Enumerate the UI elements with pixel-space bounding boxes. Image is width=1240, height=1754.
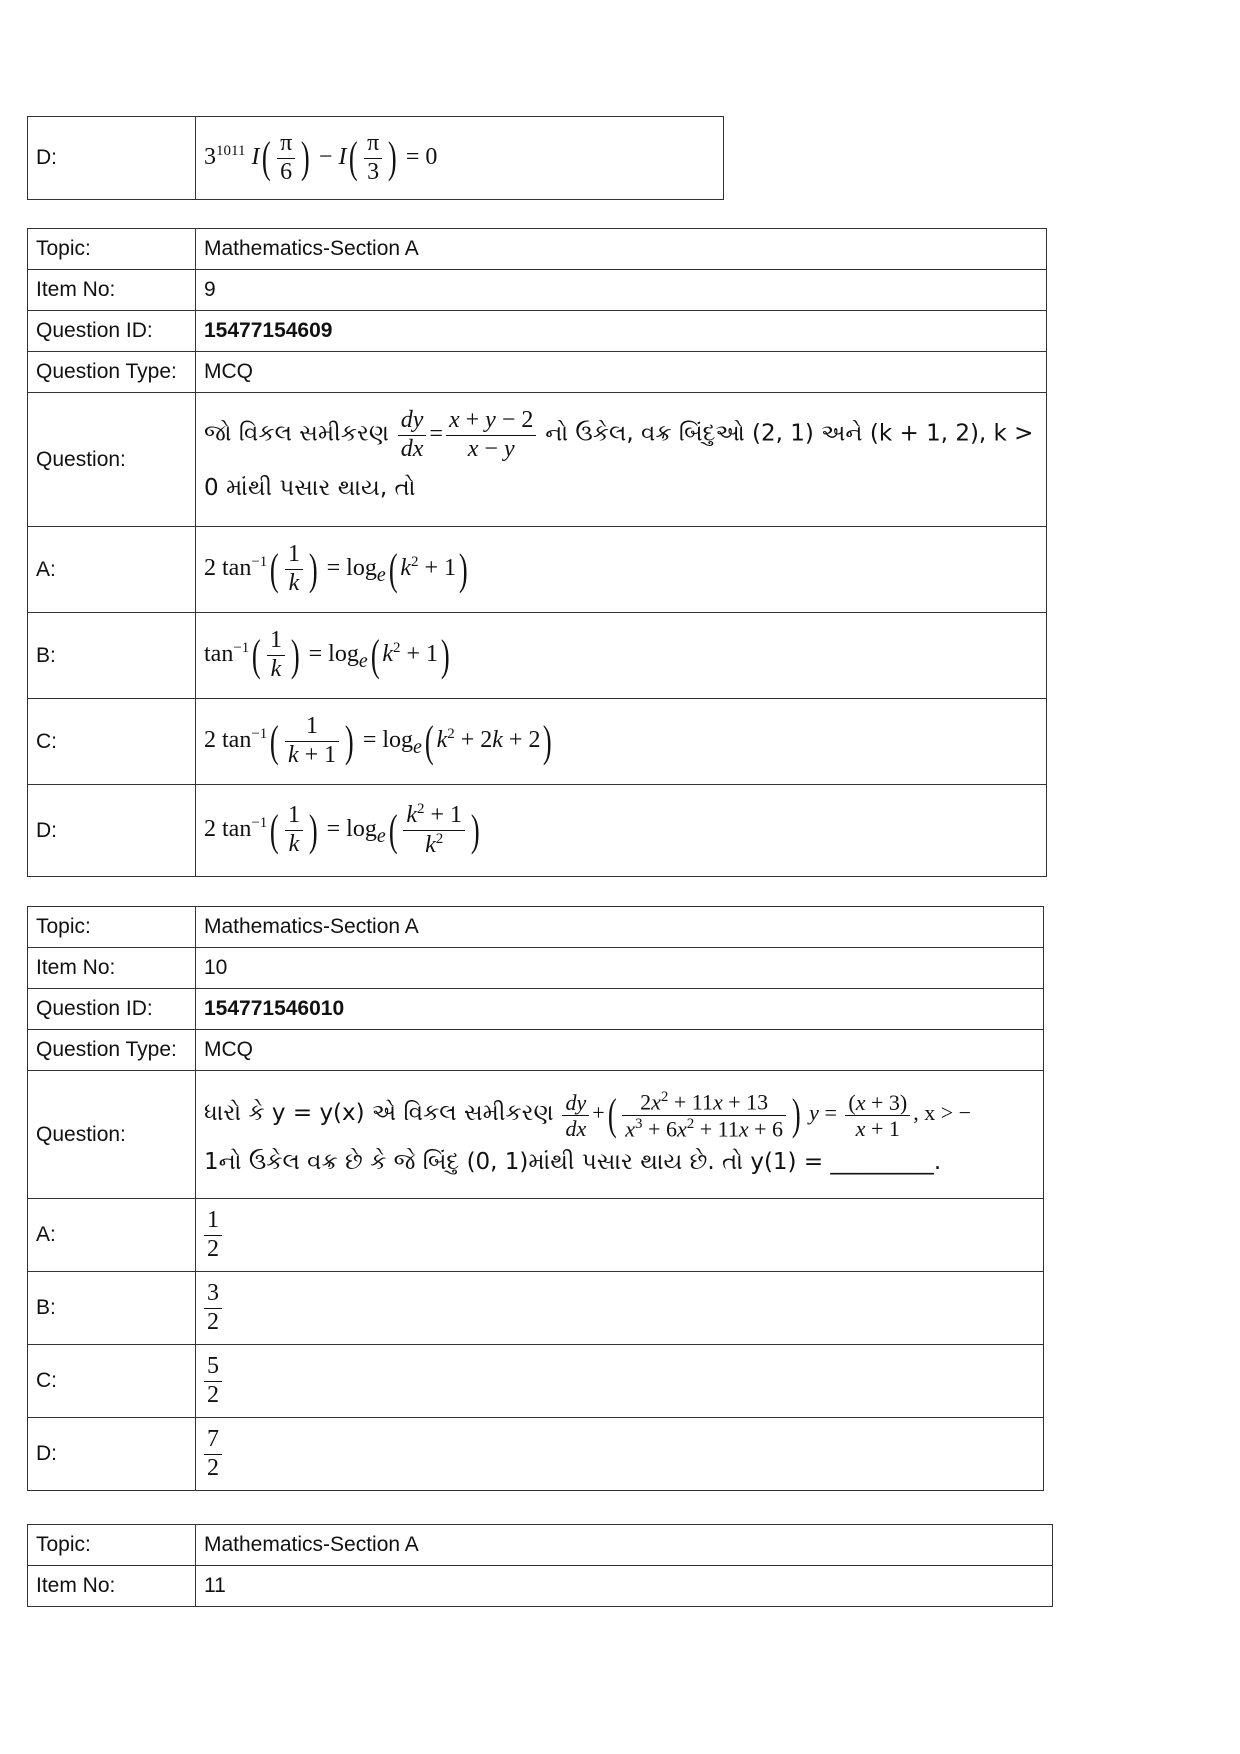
item-no-label: Item No:	[28, 270, 196, 311]
option-c-math: 2 $\tan^{-1}$( $\frac{1}{k + 1}$ ) = $\log_e$( $k^2 + 2k + 2$)	[196, 699, 1047, 785]
option-b-label: B:	[28, 613, 196, 699]
item-no-value: 9	[196, 270, 1047, 311]
option-b-label: B:	[28, 1272, 196, 1345]
option-a-label: A:	[28, 527, 196, 613]
option-denominator: 2	[207, 1308, 219, 1335]
option-b-math: $\tan^{-1}$( $\frac{1}{k}$ ) = $\log_e$( $k^2 + 1$)	[196, 613, 1047, 699]
question-line-2: 1નો ઉકેલ વક્ર છે કે જે બિંદુ (0, 1)માંથી પસાર થાય છે. તો y(1) = _________.	[204, 1148, 942, 1175]
question-id-value: 15477154609	[196, 311, 1047, 352]
option-a-value	[196, 1199, 1044, 1272]
question-type-label: Question Type:	[28, 352, 196, 393]
question-line-1	[204, 1087, 1035, 1141]
question-line-1	[204, 407, 1038, 463]
topic-label: Topic:	[28, 907, 196, 948]
question-type-value: MCQ	[196, 1030, 1044, 1071]
question-body	[196, 1071, 1044, 1199]
question-10-table	[27, 906, 1044, 1491]
item-no-label: Item No:	[28, 1566, 196, 1607]
question-text: , x > −	[913, 1100, 972, 1126]
option-d-value	[196, 1418, 1044, 1491]
option-denominator: 2	[207, 1235, 219, 1262]
option-a-math: 2 $\tan^{-1}$( $\frac{1}{k}$ ) = $\log_e$( $k^2 + 1$)	[196, 527, 1047, 613]
topic-label: Topic:	[28, 229, 196, 270]
option-d-math: 2 $\tan^{-1}$( $\frac{1}{k}$ ) = $\log_e$( $\frac{k^2 + 1}{k^2}$ )	[196, 785, 1047, 877]
item-no-label: Item No:	[28, 948, 196, 989]
option-a-label: A:	[28, 1199, 196, 1272]
differential-equation: $\frac{dy}{dx}$ +( $\frac{2x^2 + 11x + 13}{x^3 + 6x^2 + 11x + 6}$ ) y = $\frac{(x + 3)}{x + 1}$	[559, 1100, 913, 1125]
option-numerator: 7	[204, 1426, 222, 1455]
option-denominator: 2	[207, 1381, 219, 1408]
question-type-value: MCQ	[196, 352, 1047, 393]
option-numerator: 3	[204, 1280, 222, 1309]
question-label: Question:	[28, 1071, 196, 1199]
question-id-label: Question ID:	[28, 989, 196, 1030]
equation-dy-dx: $\frac{dy}{dx}$ = $\frac{x + y - 2}{x - y}$	[395, 421, 540, 447]
option-c-label: C:	[28, 1345, 196, 1418]
topic-value: Mathematics-Section A	[196, 907, 1044, 948]
question-text: નો ઉકેલ, વક્ર બિંદુઓ (2, 1) અને (k + 1, 2), k >	[545, 421, 1034, 448]
option-d-math	[196, 117, 724, 200]
question-body	[196, 393, 1047, 527]
option-numerator: 5	[204, 1353, 222, 1382]
option-d-label: D:	[28, 1418, 196, 1491]
question-label: Question:	[28, 393, 196, 527]
option-label: D:	[28, 117, 196, 200]
question-line-2: 0 માંથી પસાર થાય, તો	[204, 474, 416, 501]
option-c-value	[196, 1345, 1044, 1418]
option-c-label: C:	[28, 699, 196, 785]
topic-value: Mathematics-Section A	[196, 1525, 1053, 1566]
question-id-value: 154771546010	[196, 989, 1044, 1030]
question-text: જો વિકલ સમીકરણ	[204, 421, 389, 448]
question-9-table	[27, 228, 1047, 877]
question-text: ધારો કે y = y(x) એ વિકલ સમીકરણ	[204, 1100, 554, 1127]
prev-question-table	[27, 116, 724, 200]
option-denominator: 2	[207, 1454, 219, 1481]
question-type-label: Question Type:	[28, 1030, 196, 1071]
math-expression: $3^{1011}$ I( $\frac{\pi}{6}$ ) − I( $\frac{\pi}{3}$ ) = 0	[204, 129, 438, 185]
topic-value: Mathematics-Section A	[196, 229, 1047, 270]
option-numerator: 1	[204, 1207, 222, 1236]
item-no-value: 11	[196, 1566, 1053, 1607]
item-no-value: 10	[196, 948, 1044, 989]
question-11-table	[27, 1524, 1053, 1607]
topic-label: Topic:	[28, 1525, 196, 1566]
option-d-label: D:	[28, 785, 196, 877]
question-id-label: Question ID:	[28, 311, 196, 352]
option-b-value	[196, 1272, 1044, 1345]
